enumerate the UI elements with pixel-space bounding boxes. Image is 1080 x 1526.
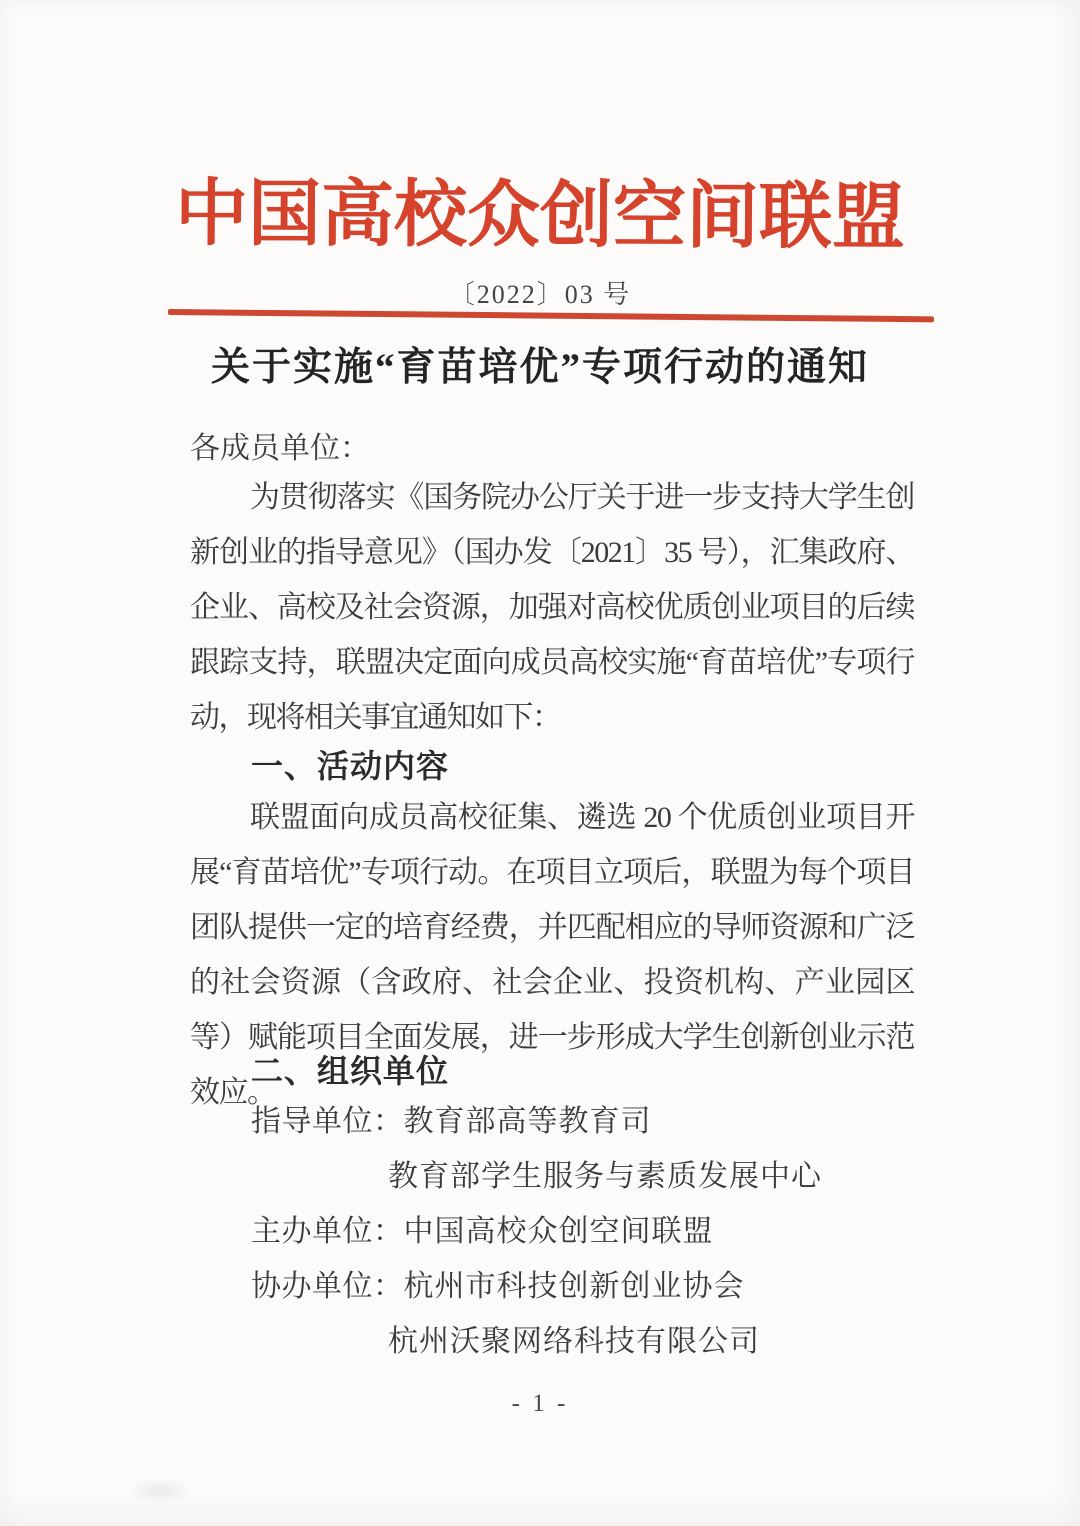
document-number: 〔2022〕03 号: [448, 280, 632, 309]
org-row-host-unit: [251, 1200, 951, 1255]
notice-title: 关于实施“育苗培优”专项行动的通知: [210, 346, 869, 389]
org-row-value: 教育部高等教育司: [403, 1104, 652, 1138]
letterhead-org-name: 中国高校众创空间联盟: [174, 173, 906, 258]
section-1-body: 联盟面向成员高校征集、遴选 20 个优质创业项目开展“育苗培优”专项行动。在项目立项后，联盟为每个项目团队提供一定的培育经费，并匹配相应的导师资源和广泛的社会资源（含政府、社会企业、投资机构、产业园区等）赋能项目全面发展，进一步形成大学生创新创业示范效应。: [190, 801, 914, 1109]
org-row-value: 杭州市科技创新创业协会: [403, 1269, 745, 1303]
salutation: 各成员单位：: [190, 432, 370, 465]
org-row-co-organizer-2: [251, 1310, 951, 1365]
org-row-label: 指导单位：: [251, 1104, 404, 1138]
scan-smudge: [128, 1478, 192, 1504]
org-row-value: 杭州沃聚网络科技有限公司: [388, 1324, 760, 1358]
section-1-heading: 一、活动内容: [251, 748, 450, 784]
org-row-value: 中国高校众创空间联盟: [403, 1214, 714, 1248]
section-2-heading: 二、组织单位: [251, 1053, 450, 1089]
org-row-label: 协办单位：: [251, 1269, 404, 1303]
org-row-guidance-unit-2: [251, 1145, 951, 1200]
org-row-co-organizer: [251, 1255, 951, 1310]
page-number-footer: - 1 -: [511, 1390, 569, 1417]
org-row-value: 教育部学生服务与素质发展中心: [388, 1159, 822, 1193]
org-row-label: 主办单位：: [251, 1214, 404, 1248]
red-divider-line: [168, 309, 934, 322]
organization-list: [251, 1090, 951, 1365]
org-row-guidance-unit: [251, 1090, 951, 1145]
intro-paragraph: 为贯彻落实《国务院办公厅关于进一步支持大学生创新创业的指导意见》（国办发〔2021〕35 号），汇集政府、企业、高校及社会资源，加强对高校优质创业项目的后续跟踪支持，联盟决定面向成员高校实施“育苗培优”专项行动，现将相关事宜通知如下：: [190, 481, 914, 734]
